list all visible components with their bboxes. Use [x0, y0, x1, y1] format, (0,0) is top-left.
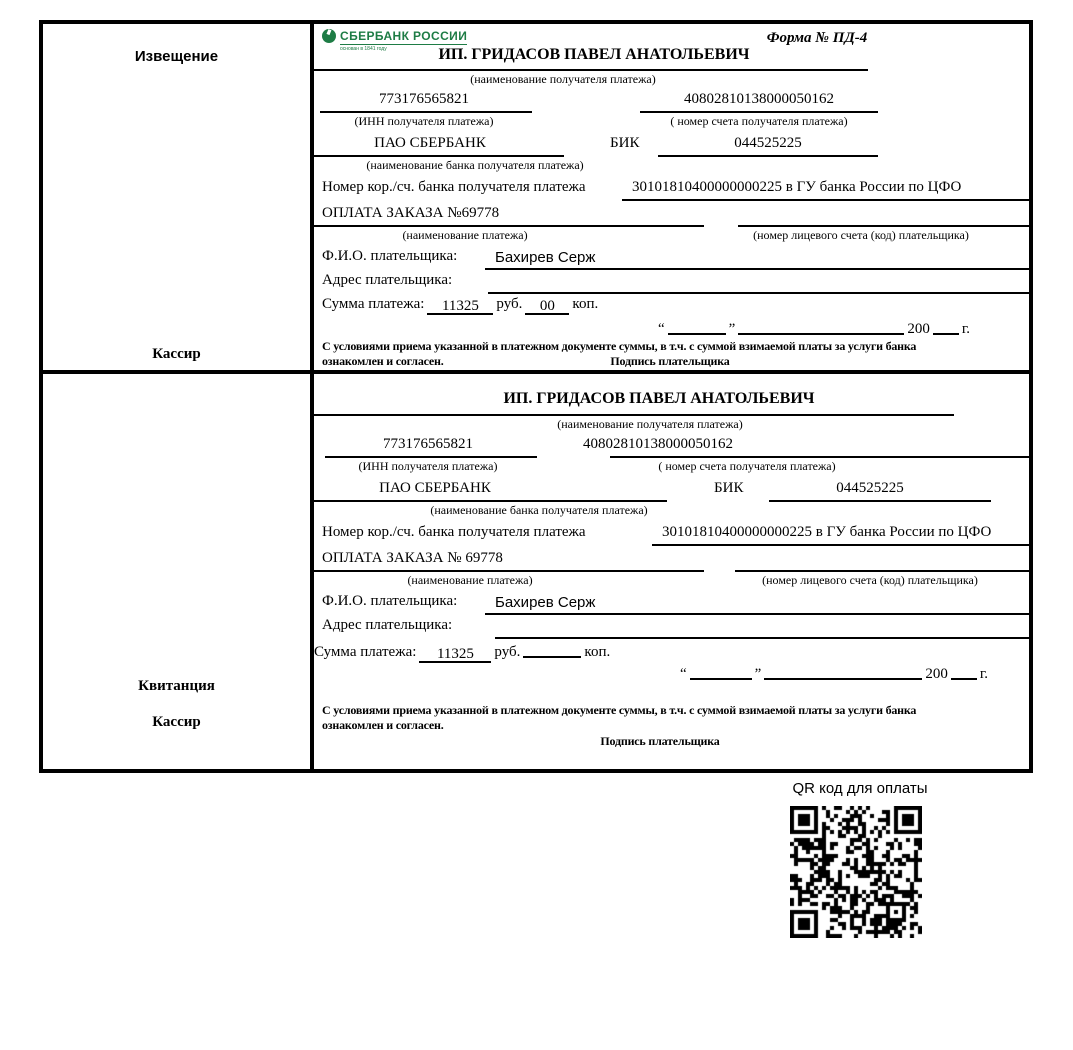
payer-address-field [495, 637, 1029, 639]
terms-line2: ознакомлен и согласен. [322, 354, 444, 368]
date-year-field [951, 663, 977, 680]
recipient-caption: (наименование получателя платежа) [470, 72, 656, 86]
quote-close: ” [728, 321, 736, 337]
notice-label: Извещение [134, 48, 219, 65]
recipient-name: ИП. ГРИДАСОВ ПАВЕЛ АНАТОЛЬЕВИЧ [438, 46, 750, 63]
date-month-field [738, 318, 904, 335]
korr-label: Номер кор./сч. банка получателя платежа [322, 524, 586, 540]
payer-name-field [485, 268, 1029, 270]
sberbank-name: СБЕРБАНК РОССИИ [340, 29, 468, 43]
payment-name: ОПЛАТА ЗАКАЗА №69778 [322, 205, 500, 221]
terms-line1: С условиями приема указанной в платежном документе суммы, в т.ч. с суммой взимаемой платы за услуги банка [322, 703, 917, 717]
signature-label: Подпись плательщика [610, 354, 730, 368]
recipient-caption: (наименование получателя платежа) [557, 417, 743, 431]
year-suffix: г. [961, 321, 971, 337]
rule-line [769, 500, 991, 502]
receipt-section [43, 374, 1029, 769]
inn-value: 773176565821 [379, 91, 469, 107]
korr-value: 30101810400000000225 в ГУ банка России по ЦФО [632, 179, 962, 195]
cashier-label: Кассир [152, 714, 201, 730]
payer-address-label: Адрес плательщика: [322, 272, 453, 288]
date-day-field [690, 663, 752, 680]
notice-left-column [43, 24, 314, 370]
personal-account-caption: (номер лицевого счета (код) плательщика) [753, 228, 969, 242]
rub-label: руб. [496, 296, 523, 312]
rule-line [735, 570, 1029, 572]
payer-address-field [488, 292, 1029, 294]
rule-line [314, 155, 564, 157]
amount-row [322, 296, 598, 315]
inn-value: 773176565821 [383, 436, 473, 452]
rule-line [652, 544, 1029, 546]
date-year-field [933, 318, 959, 335]
quote-open: “ [680, 666, 687, 682]
bank-name: ПАО СБЕРБАНК [374, 135, 486, 151]
rule-line [325, 456, 537, 458]
year-prefix: 200 [907, 321, 930, 337]
quote-close: ” [754, 666, 762, 682]
bik-label: БИК [714, 480, 744, 496]
payer-name-label: Ф.И.О. плательщика: [322, 248, 458, 264]
rub-label: руб. [494, 644, 521, 660]
year-prefix: 200 [925, 666, 948, 682]
bank-name: ПАО СБЕРБАНК [379, 480, 491, 496]
sberbank-tagline: основан в 1841 году [340, 46, 387, 52]
bik-value: 044525225 [734, 135, 802, 151]
korr-label: Номер кор./сч. банка получателя платежа [322, 179, 586, 195]
signature-label: Подпись плательщика [600, 734, 720, 748]
personal-account-caption: (номер лицевого счета (код) плательщика) [762, 573, 978, 587]
form-number-label: Форма № ПД-4 [766, 30, 868, 46]
account-value: 40802810138000050162 [583, 436, 733, 452]
account-value: 40802810138000050162 [684, 91, 834, 107]
notice-section [43, 24, 1029, 374]
rule-line [622, 199, 1029, 201]
rule-line [314, 225, 704, 227]
rule-line [610, 456, 1029, 458]
account-caption: ( номер счета получателя платежа) [658, 459, 836, 473]
receipt-left-column [43, 374, 314, 769]
korr-value: 30101810400000000225 в ГУ банка России по ЦФО [662, 524, 992, 540]
rule-line [314, 500, 667, 502]
kop-label: коп. [584, 644, 611, 660]
terms-line1: С условиями приема указанной в платежном документе суммы, в т.ч. с суммой взимаемой платы за услуги банка [322, 339, 917, 353]
amount-row [314, 641, 610, 663]
qr-code [790, 806, 922, 938]
amount-kop-field: 00 [525, 298, 569, 315]
payer-name-value: Бахирев Серж [495, 249, 596, 266]
rule-line [314, 69, 868, 71]
bank-caption: (наименование банка получателя платежа) [366, 158, 584, 172]
sberbank-icon [322, 29, 336, 43]
amount-label: Сумма платежа: [322, 296, 425, 312]
terms-line2: ознакомлен и согласен. [322, 718, 444, 732]
payment-caption: (наименование платежа) [402, 228, 528, 242]
inn-caption: (ИНН получателя платежа) [358, 459, 498, 473]
rule-line [658, 155, 878, 157]
receipt-label: Квитанция [138, 678, 215, 694]
qr-caption: QR код для оплаты [792, 780, 928, 797]
payment-name: ОПЛАТА ЗАКАЗА № 69778 [322, 550, 503, 566]
bik-label: БИК [610, 135, 640, 151]
rule-line [640, 111, 878, 113]
amount-kop-field [523, 641, 581, 658]
payer-name-value: Бахирев Серж [495, 594, 596, 611]
amount-rub-field: 11325 [419, 646, 491, 663]
rule-line [320, 111, 532, 113]
pd4-form [39, 20, 1033, 773]
amount-label: Сумма платежа: [314, 644, 417, 660]
date-month-field [764, 663, 922, 680]
kop-label: коп. [572, 296, 599, 312]
notice-right-column [314, 24, 1029, 370]
payer-name-field [485, 613, 1029, 615]
receipt-right-column [314, 374, 1029, 769]
year-suffix: г. [979, 666, 989, 682]
payment-caption: (наименование платежа) [407, 573, 533, 587]
amount-rub-field: 11325 [427, 298, 493, 315]
inn-caption: (ИНН получателя платежа) [354, 114, 494, 128]
bik-value: 044525225 [836, 480, 904, 496]
payer-address-label: Адрес плательщика: [322, 617, 453, 633]
bank-caption: (наименование банка получателя платежа) [430, 503, 648, 517]
date-row [680, 663, 988, 683]
date-day-field [668, 318, 726, 335]
payer-name-label: Ф.И.О. плательщика: [322, 593, 458, 609]
quote-open: “ [658, 321, 665, 337]
account-caption: ( номер счета получателя платежа) [670, 114, 848, 128]
rule-line [314, 570, 704, 572]
recipient-name: ИП. ГРИДАСОВ ПАВЕЛ АНАТОЛЬЕВИЧ [503, 390, 815, 407]
date-row [658, 318, 970, 338]
rule-line [314, 414, 954, 416]
rule-line [738, 225, 1029, 227]
cashier-label: Кассир [152, 346, 201, 362]
